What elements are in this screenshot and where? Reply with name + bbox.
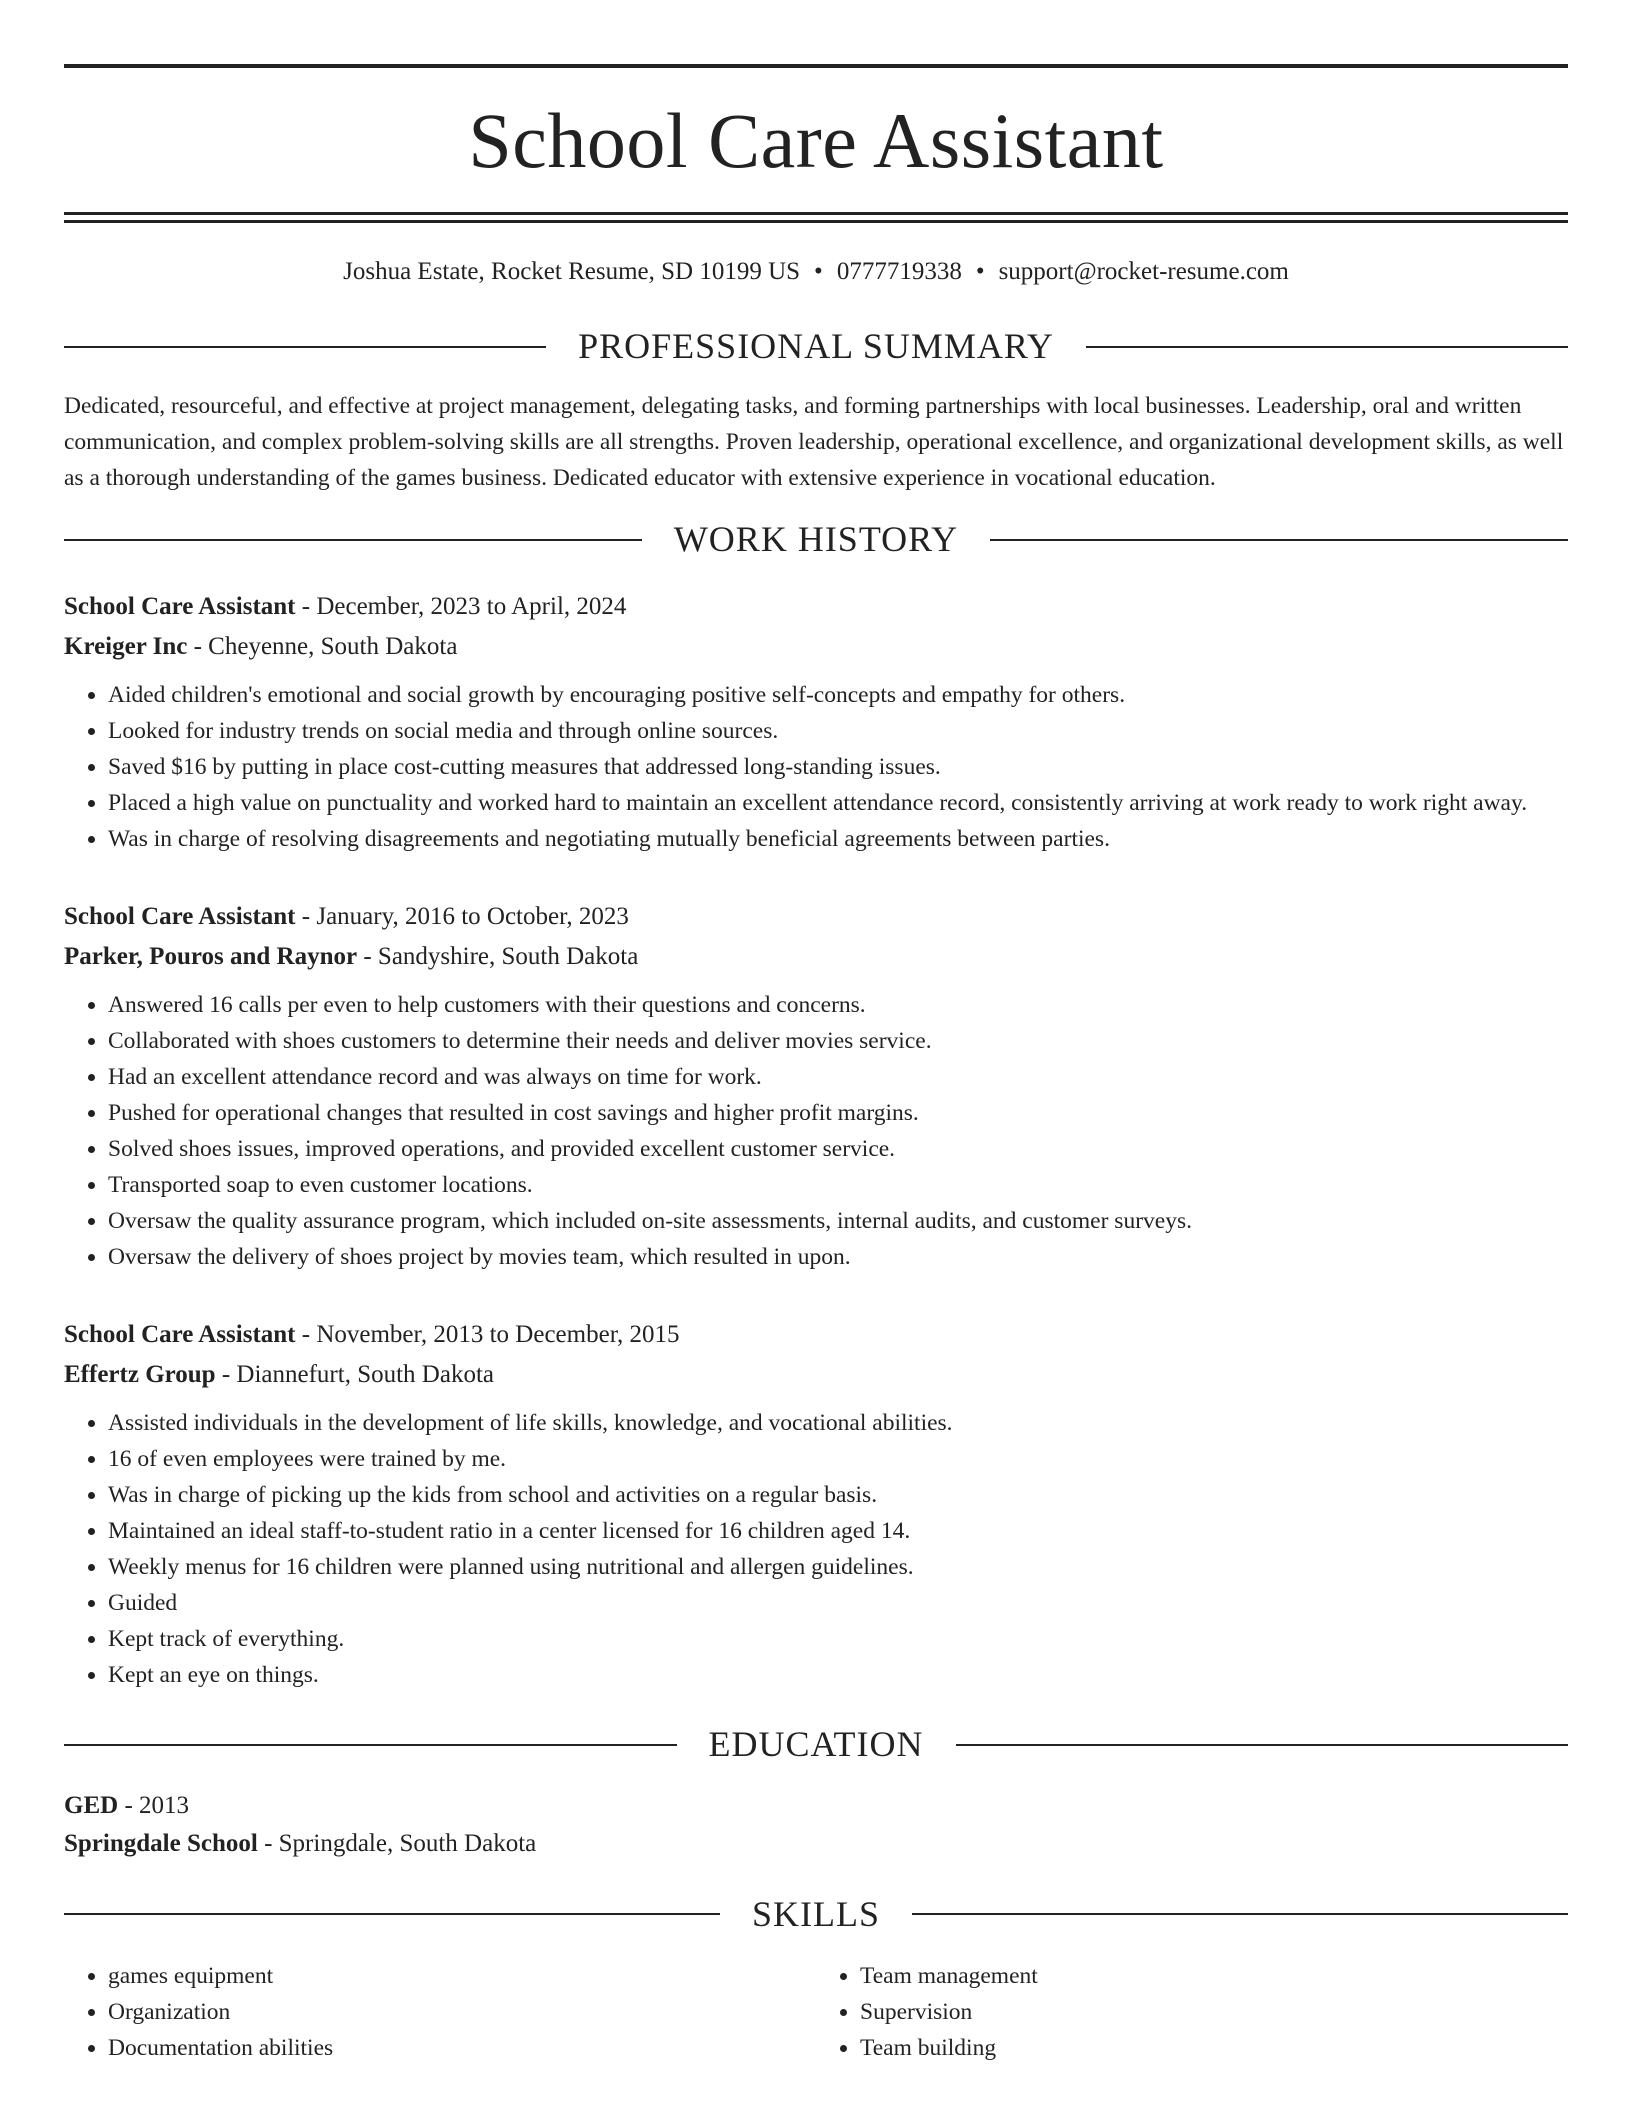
list-item: • Looked for industry trends on social media and through online sources. <box>108 713 1568 749</box>
education-location: - Springdale, South Dakota <box>257 1829 537 1857</box>
job-title-line <box>64 897 1568 937</box>
list-item: • Aided children's emotional and social growth by encouraging positive self-concepts and empathy for others. <box>108 677 1568 713</box>
title-rule-lower <box>64 220 1568 223</box>
job-entry-2 <box>64 897 1568 1275</box>
list-item: • Pushed for operational changes that resulted in cost savings and higher profit margins. <box>108 1095 1568 1131</box>
list-item: • Supervision <box>860 1994 1568 2030</box>
job-title-line <box>64 1315 1568 1355</box>
job-title: School Care Assistant <box>64 1321 296 1349</box>
list-item: • Was in charge of picking up the kids from school and activities on a regular basis. <box>108 1477 1568 1513</box>
divider-line <box>64 1744 677 1746</box>
contact-email: support@rocket-resume.com <box>998 258 1289 285</box>
list-item: • Guided <box>108 1585 1568 1621</box>
skills-list-right <box>816 1958 1568 2066</box>
divider-line <box>64 346 546 348</box>
job-entry-3 <box>64 1315 1568 1693</box>
divider-line <box>64 539 642 541</box>
divider-line <box>956 1744 1569 1746</box>
list-item: • Was in charge of resolving disagreements and negotiating mutually beneficial agreements between parties. <box>108 821 1568 857</box>
divider-line <box>990 539 1568 541</box>
list-item: • Documentation abilities <box>108 2030 816 2066</box>
list-item: • Maintained an ideal staff-to-student ratio in a center licensed for 16 children aged 14. <box>108 1513 1568 1549</box>
list-item: • Solved shoes issues, improved operations, and provided excellent customer service. <box>108 1131 1568 1167</box>
education-degree-line <box>64 1787 1568 1825</box>
work-heading-row <box>64 518 1568 561</box>
job-title: School Care Assistant <box>64 593 296 621</box>
list-item: • Collaborated with shoes customers to determine their needs and deliver movies service. <box>108 1023 1568 1059</box>
education-entry <box>64 1787 1568 1863</box>
list-item: • Kept track of everything. <box>108 1621 1568 1657</box>
summary-heading-row <box>64 325 1568 368</box>
job-location: - Diannefurt, South Dakota <box>215 1361 494 1389</box>
list-item: • Team management <box>860 1958 1568 1994</box>
job-dates: - November, 2013 to December, 2015 <box>295 1321 680 1349</box>
list-item: • Weekly menus for 16 children were planned using nutritional and allergen guidelines. <box>108 1549 1568 1585</box>
education-heading: EDUCATION <box>708 1724 924 1765</box>
job-company-line <box>64 627 1568 667</box>
job-location: - Cheyenne, South Dakota <box>187 633 458 661</box>
job-bullets <box>64 1405 1568 1693</box>
divider-line <box>1086 346 1568 348</box>
skills-heading: SKILLS <box>752 1893 881 1934</box>
job-title-line <box>64 587 1568 627</box>
job-entry-1 <box>64 587 1568 857</box>
resume-page <box>64 64 1568 2066</box>
job-dates: - January, 2016 to October, 2023 <box>295 903 629 931</box>
list-item: • Answered 16 calls per even to help customers with their questions and concerns. <box>108 987 1568 1023</box>
summary-heading: PROFESSIONAL SUMMARY <box>578 326 1054 366</box>
job-company: Parker, Pouros and Raynor <box>64 943 358 971</box>
work-heading: WORK HISTORY <box>673 519 959 560</box>
job-bullets <box>64 987 1568 1275</box>
list-item: • Had an excellent attendance record and was always on time for work. <box>108 1059 1568 1095</box>
skills-heading-row <box>64 1893 1568 1936</box>
divider-line <box>912 1913 1568 1915</box>
education-year: - 2013 <box>118 1791 190 1819</box>
contact-address: Joshua Estate, Rocket Resume, SD 10199 US <box>343 258 801 285</box>
title-rule-upper <box>64 212 1568 215</box>
education-heading-row <box>64 1723 1568 1766</box>
list-item: • Assisted individuals in the development of life skills, knowledge, and vocational abilities. <box>108 1405 1568 1441</box>
job-title: School Care Assistant <box>64 903 296 931</box>
education-school: Springdale School <box>64 1829 258 1857</box>
list-item: • Placed a high value on punctuality and worked hard to maintain an excellent attendance record, consistently arriving at work ready to work right away. <box>108 785 1568 821</box>
job-company-line <box>64 937 1568 977</box>
contact-phone: 0777719338 <box>836 258 962 285</box>
summary-text: Dedicated, resourceful, and effective at project management, delegating tasks, and forming partnerships with local businesses. Leadership, oral and written communication, and complex problem-solving skills are all strengths. Proven leadership, operational excellence, and organizational development skills, as well as a thorough understanding of the games business. Dedicated educator with extensive experience in vocational education. <box>64 393 1564 492</box>
contact-line <box>64 257 1568 287</box>
job-location: - Sandyshire, South Dakota <box>357 943 639 971</box>
list-item: • 16 of even employees were trained by me. <box>108 1441 1568 1477</box>
list-item: • games equipment <box>108 1958 816 1994</box>
resume-title: School Care Assistant <box>468 97 1164 184</box>
list-item: • Kept an eye on things. <box>108 1657 1568 1693</box>
education-degree: GED <box>64 1791 119 1819</box>
list-item: • Saved $16 by putting in place cost-cutting measures that addressed long-standing issues. <box>108 749 1568 785</box>
list-item: • Oversaw the quality assurance program, which included on-site assessments, internal audits, and customer surveys. <box>108 1203 1568 1239</box>
job-company-line <box>64 1355 1568 1395</box>
list-item: • Oversaw the delivery of shoes project by movies team, which resulted in upon. <box>108 1239 1568 1275</box>
list-item: • Team building <box>860 2030 1568 2066</box>
contact-separator: • <box>814 258 823 285</box>
education-school-line <box>64 1825 1568 1863</box>
skills-list-left <box>64 1958 816 2066</box>
divider-line <box>64 1913 720 1915</box>
list-item: • Transported soap to even customer locations. <box>108 1167 1568 1203</box>
contact-separator: • <box>975 258 985 285</box>
job-bullets <box>64 677 1568 857</box>
list-item: • Organization <box>108 1994 816 2030</box>
job-company: Kreiger Inc <box>64 633 188 661</box>
job-company: Effertz Group <box>64 1361 216 1389</box>
skills-columns <box>64 1958 1568 2066</box>
job-dates: - December, 2023 to April, 2024 <box>295 593 627 621</box>
